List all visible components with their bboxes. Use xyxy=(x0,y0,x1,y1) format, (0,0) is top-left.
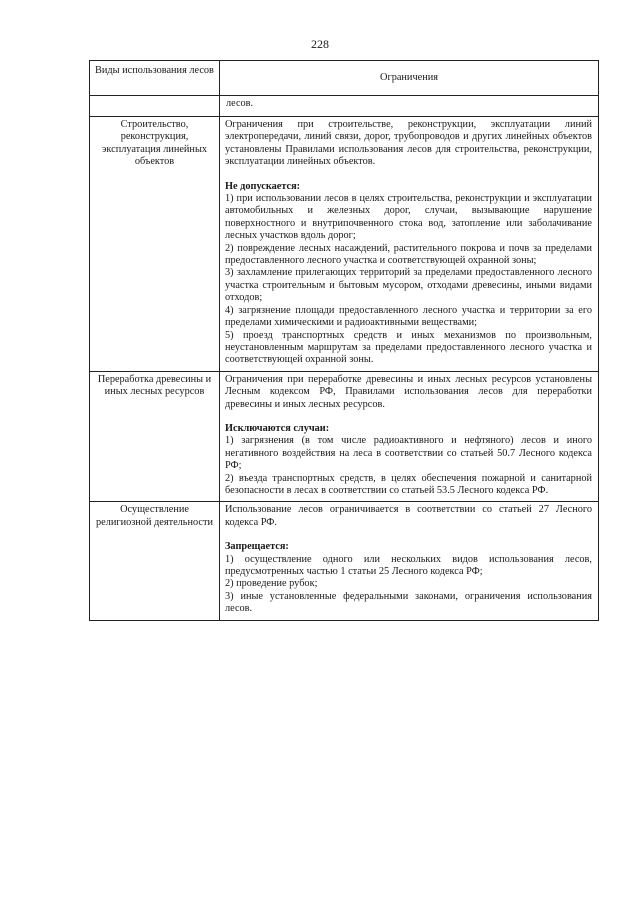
continuation-text: лесов. xyxy=(220,96,599,117)
restriction-item: 3) захламление прилегающих территорий за пределами предоставленного лесного участка строительным и бытовым мусором, отходами древесины, иными видами отходов; xyxy=(225,267,592,304)
restriction-intro: Использование лесов ограничивается в соответствии со статьей 27 Лесного кодекса РФ. xyxy=(225,504,592,528)
page-number: 228 xyxy=(311,37,329,51)
usage-type-cell: Переработка древесины и иных лесных ресурсов xyxy=(90,371,220,502)
restriction-item: 4) загрязнение площади предоставленного лесного участка и территории за его пределами химическими и радиоактивными веществами; xyxy=(225,304,592,329)
restrictions-cell xyxy=(220,371,599,502)
restriction-item: 2) въезда транспортных средств, в целях обеспечения пожарной и санитарной безопасности в лесах в соответствии со статьей 53.5 Лесного кодекса РФ. xyxy=(225,472,592,496)
usage-type-cell: Строительство, реконструкция, эксплуатация линейных объектов xyxy=(90,117,220,372)
table-header-row xyxy=(90,61,599,96)
table-row xyxy=(90,117,599,372)
header-usage-type: Виды использования лесов xyxy=(90,61,220,96)
restriction-item: 1) при использовании лесов в целях строительства, реконструкции и эксплуатации автомобильных и железных дорог, случаи, вызывающие нарушение поверхностного и внутрипочвенного стока вод, затопление или заболачивание лесных участков вдоль дорог; xyxy=(225,193,592,242)
restrictions-table xyxy=(89,60,599,621)
restriction-intro: Ограничения при строительстве, реконструкции, эксплуатации линий электропередачи, линий связи, дорог, трубопроводов и других линейных объектов установлены Правилами использования лесов для строительства, реконструкции, эксплуатации линейных объектов. xyxy=(225,119,592,168)
restrictions-cell xyxy=(220,117,599,372)
table-row-continuation xyxy=(90,96,599,117)
restrictions-cell xyxy=(220,502,599,620)
header-restrictions: Ограничения xyxy=(220,61,599,96)
restriction-item: 1) осуществление одного или нескольких видов использования лесов, предусмотренных частью 1 статьи 25 Лесного кодекса РФ; xyxy=(225,553,592,577)
restriction-item: 2) проведение рубок; xyxy=(225,578,318,590)
usage-type-cell: Осуществление религиозной деятельности xyxy=(90,502,220,620)
restriction-heading: Запрещается: xyxy=(225,541,289,553)
continuation-type-cell xyxy=(90,96,220,117)
table-row xyxy=(90,502,599,620)
restriction-item: 1) загрязнения (в том числе радиоактивного и нефтяного) лесов и иного негативного воздействия на леса в соответствии со статьей 50.7 Лесного кодекса РФ; xyxy=(225,435,592,472)
table-row xyxy=(90,371,599,502)
restriction-item: 5) проезд транспортных средств и иных механизмов по произвольным, неустановленным маршрутам за пределами предоставленного лесного участка и соответствующей охранной зоны. xyxy=(225,329,592,366)
restriction-intro: Ограничения при переработке древесины и иных лесных ресурсов установлены Лесным кодексом РФ, Правилами использования лесов для переработки древесины и иных лесных ресурсов. xyxy=(225,373,592,410)
restriction-item: 2) повреждение лесных насаждений, растительного покрова и почв за пределами предоставленного лесного участка и соответствующей охранной зоны; xyxy=(225,242,592,267)
restriction-item: 3) иные установленные федеральными законами, ограничения использования лесов. xyxy=(225,590,592,615)
restriction-heading: Не допускается: xyxy=(225,180,301,192)
restriction-heading: Исключаются случаи: xyxy=(225,422,330,434)
